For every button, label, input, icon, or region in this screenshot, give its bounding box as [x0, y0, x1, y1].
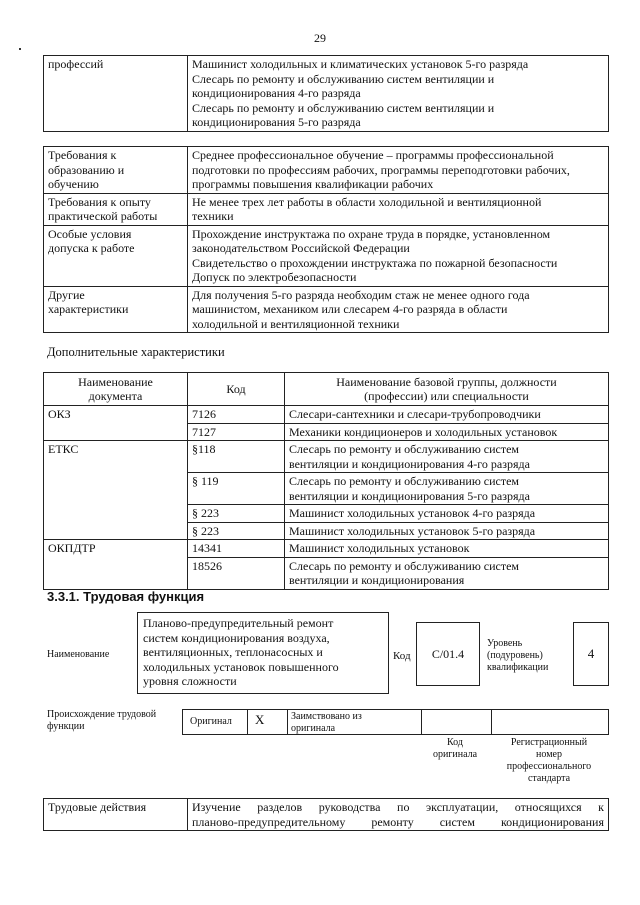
requirements-value — [188, 147, 609, 194]
value-line: холодильной и вентиляционной техники — [192, 316, 400, 331]
professions-list — [188, 56, 609, 132]
doc-name-okpdtr: ОКПДТР — [44, 540, 188, 590]
label-line: функции — [47, 721, 85, 732]
label-line: Требования к опыту — [48, 194, 151, 209]
header-line: Наименование базовой группы, должности — [336, 374, 557, 389]
label-line: Происхождение трудовой — [47, 709, 157, 720]
code-cell: 7126 — [188, 406, 285, 424]
profession-line: Слесарь по ремонту и обслуживанию систем вентиляции и — [192, 71, 495, 86]
profession-line: кондиционирования 4-го разряда — [192, 86, 361, 100]
table-row — [44, 540, 609, 558]
label-line: оригинала — [432, 749, 478, 760]
requirements-label — [44, 286, 188, 333]
table-row — [44, 799, 609, 831]
code-cell: 18526 — [188, 557, 285, 589]
borrowed-label — [291, 711, 362, 735]
registration-number-label — [494, 737, 604, 785]
function-name-line: холодильных установок повышенного — [143, 659, 339, 674]
label-line: Особые условия — [48, 226, 132, 241]
doc-name-okz: ОКЗ — [44, 406, 188, 441]
original-label: Оригинал — [190, 716, 232, 727]
borrowed-cell — [287, 710, 422, 734]
name-line: Машинист холодильных установок 5-го разряда — [289, 523, 536, 538]
additional-characteristics-heading: Дополнительные характеристики — [47, 345, 225, 359]
value-line: Не менее трех лет работы в области холодильной и вентиляционной — [192, 194, 542, 209]
requirements-value — [188, 193, 609, 225]
page-number: 29 — [314, 31, 326, 45]
label-line: Код — [447, 737, 463, 748]
labor-function-title: 3.3.1. Трудовая функция — [47, 589, 205, 604]
label-line: допуска к работе — [48, 241, 135, 255]
code-original-label — [430, 737, 480, 761]
labor-actions-label: Трудовые действия — [44, 799, 188, 831]
name-label: Наименование — [47, 649, 110, 660]
scan-dot — [19, 48, 21, 50]
label-line: профессионального — [506, 761, 592, 772]
requirements-value — [188, 286, 609, 333]
group-name-cell — [285, 473, 609, 505]
group-name-cell — [285, 557, 609, 589]
code-original-cell — [421, 710, 492, 734]
labor-actions-value — [188, 799, 609, 831]
label-line: оригинала — [291, 723, 336, 734]
origin-row — [182, 709, 609, 735]
profession-line: Машинист холодильных и климатических установок 5-го разряда — [192, 57, 529, 71]
requirements-label — [44, 147, 188, 194]
label-line: Заимствовано из — [291, 711, 362, 722]
professions-table — [43, 55, 609, 132]
group-name-cell — [285, 505, 609, 523]
label-line: Другие — [48, 287, 85, 302]
requirements-label — [44, 193, 188, 225]
origin-label — [47, 709, 156, 733]
name-line: вентиляции и кондиционирования — [289, 573, 465, 587]
name-line: вентиляции и кондиционирования 4-го разряда — [289, 456, 530, 471]
value-line: Прохождение инструктажа по охране труда в порядке, установленном — [192, 226, 551, 241]
original-mark: X — [255, 712, 265, 727]
group-name-cell — [285, 406, 609, 424]
value-line: Свидетельство о прохождении инструктажа по пожарной безопасности — [192, 255, 558, 270]
name-line: Слесари-сантехники и слесари-трубопроводчики — [289, 407, 541, 421]
table-header-row — [44, 373, 609, 406]
label-line: образованию и — [48, 162, 125, 177]
function-name-box — [137, 612, 389, 694]
label-line: стандарта — [527, 773, 571, 784]
label-line: номер — [536, 749, 562, 760]
header-line: (профессии) или специальности — [364, 389, 529, 403]
value-line: законодательством Российской Федерации — [192, 241, 410, 255]
value-line: Для получения 5-го разряда необходим стаж не менее одного года — [192, 287, 530, 302]
name-line: Машинист холодильных установок 4-го разряда — [289, 506, 536, 520]
group-name-cell — [285, 540, 609, 558]
name-line: Слесарь по ремонту и обслуживанию систем — [289, 442, 520, 456]
label-line: (подуровень) — [487, 650, 543, 661]
doc-name-etks: ЕТКС — [44, 441, 188, 540]
value-line: Допуск по электробезопасности — [192, 270, 357, 284]
original-mark-cell — [247, 710, 288, 734]
labor-actions-table — [43, 798, 609, 831]
value-line: техники — [192, 209, 234, 223]
code-cell: § 223 — [188, 522, 285, 540]
code-cell: §118 — [188, 441, 285, 473]
table-row — [44, 225, 609, 286]
function-name-line: Планово-предупредительный ремонт — [143, 616, 334, 630]
label-line: квалификации — [487, 662, 549, 673]
value-line: Изучение разделов руководства по эксплуатации, относящихся к — [192, 800, 604, 814]
function-name-line: систем кондиционирования воздуха, — [143, 630, 330, 645]
header-line: документа — [88, 389, 143, 403]
label-line: практической работы — [48, 209, 158, 223]
label-line: Требования к — [48, 148, 117, 162]
code-cell: § 119 — [188, 473, 285, 505]
table-row — [44, 147, 609, 194]
code-cell: 7127 — [188, 423, 285, 441]
table-row — [44, 441, 609, 473]
profession-line: кондиционирования 5-го разряда — [192, 115, 361, 129]
table-row — [44, 193, 609, 225]
name-line: Слесарь по ремонту и обслуживанию систем — [289, 474, 520, 488]
group-name-cell — [285, 423, 609, 441]
qualification-level-label — [487, 638, 548, 674]
value-line: планово-предупредительному ремонту систем кондиционирования — [192, 814, 604, 829]
code-cell: § 223 — [188, 505, 285, 523]
function-name-line: вентиляционных, теплонасосных и — [143, 645, 323, 659]
value-line: Среднее профессиональное обучение – программы профессиональной — [192, 148, 554, 162]
label-line: характеристики — [48, 302, 129, 316]
additional-characteristics-table — [43, 372, 609, 590]
requirements-value — [188, 225, 609, 286]
function-name-line: уровня сложности — [143, 674, 237, 688]
requirements-table — [43, 146, 609, 333]
label-line: Регистрационный — [510, 737, 588, 748]
header-line: Код — [226, 381, 246, 396]
label-line: обучению — [48, 177, 99, 191]
group-name-cell — [285, 522, 609, 540]
original-cell — [183, 710, 248, 734]
name-line: Слесарь по ремонту и обслуживанию систем — [289, 558, 520, 573]
value-line: подготовки по профессиям рабочих, программы переподготовки рабочих, — [192, 162, 570, 177]
qualification-level-box: 4 — [573, 622, 609, 686]
profession-line: Слесарь по ремонту и обслуживанию систем вентиляции и — [192, 100, 495, 115]
column-header-group-name — [285, 373, 609, 406]
code-label: Код — [393, 650, 411, 662]
name-line: Машинист холодильных установок — [289, 541, 470, 555]
table-row — [44, 286, 609, 333]
value-line: машинистом, механиком или слесарем 4-го разряда в области — [192, 302, 508, 316]
professions-label: профессий — [44, 56, 188, 132]
name-line: вентиляции и кондиционирования 5-го разряда — [289, 488, 530, 503]
function-code-box: С/01.4 — [416, 622, 480, 686]
code-cell: 14341 — [188, 540, 285, 558]
column-header-document — [44, 373, 188, 406]
group-name-cell — [285, 441, 609, 473]
requirements-label — [44, 225, 188, 286]
label-line: Уровень — [487, 638, 523, 649]
column-header-code — [188, 373, 285, 406]
name-line: Механики кондиционеров и холодильных установок — [289, 424, 558, 439]
table-row — [44, 406, 609, 424]
header-line: Наименование — [78, 374, 153, 389]
value-line: программы повышения квалификации рабочих — [192, 177, 434, 191]
